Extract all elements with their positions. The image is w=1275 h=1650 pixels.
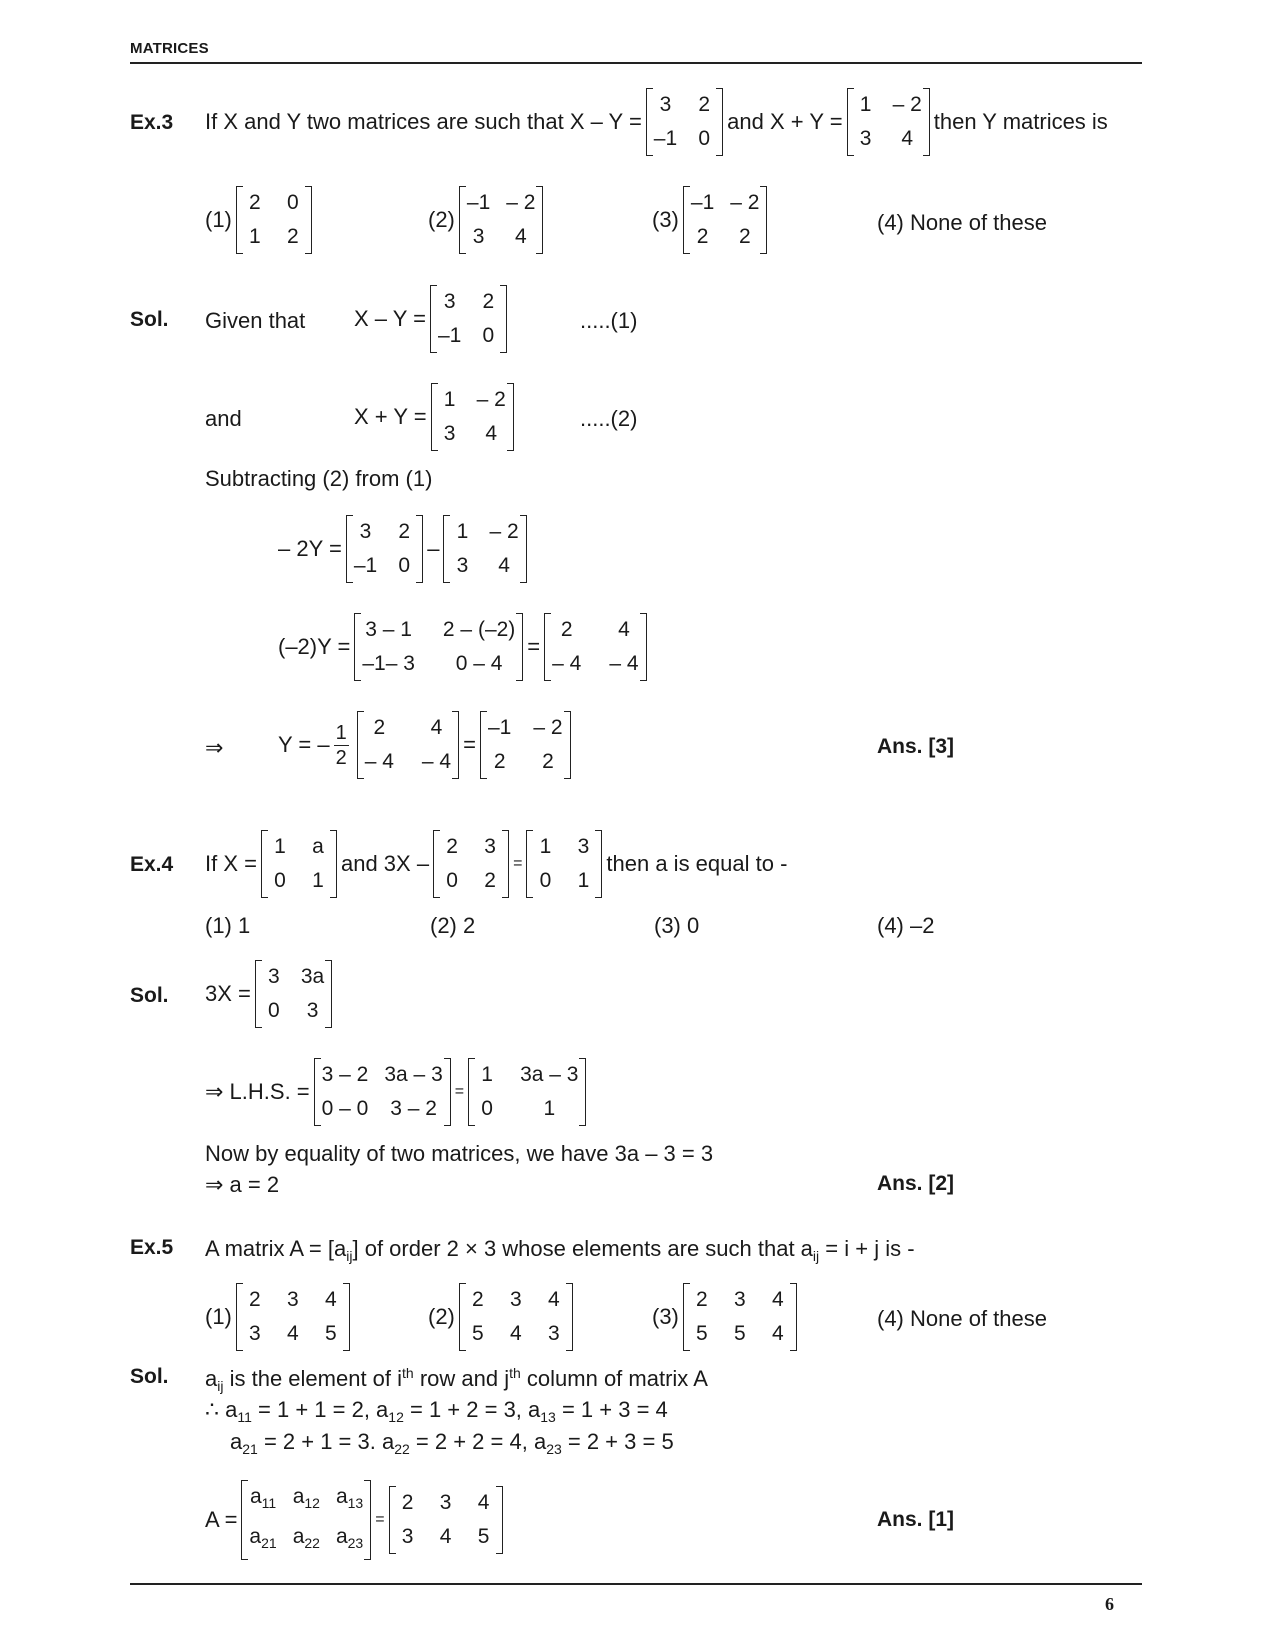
ex3-eq2-matrix: 1 – 2 3 4 bbox=[431, 383, 514, 451]
ex4-question: If X = 1 a 0 1 and 3X – 2 3 0 2 = 1 3 0 1 then a is equal to - bbox=[205, 830, 787, 898]
option-matrix: 2 3 4 5 4 3 bbox=[459, 1283, 573, 1351]
ex4-sol-label: Sol. bbox=[130, 984, 169, 1007]
ex4-step1: 3X = 3 3a 0 3 bbox=[205, 960, 336, 1028]
option-matrix: –1 – 2 2 2 bbox=[683, 186, 768, 254]
ex5-label: Ex.5 bbox=[130, 1236, 174, 1259]
page-number: 6 bbox=[1105, 1594, 1114, 1614]
ex4-option-2: (2) 2 bbox=[430, 913, 476, 938]
ex5-sol-line2: ∴ $a_{11} = 1 + 1 = 2$, $a_{12} = 1 + 2 = 3$, $a_{13} = 1 + 3 = 4$ bbox=[205, 1397, 668, 1425]
ex4-line1: Now by equality of two matrices, we have 3a – 3 = 3 bbox=[205, 1141, 714, 1166]
ex3-option-2: (2) –1 – 2 3 4 bbox=[428, 186, 547, 254]
ex4-option-4: (4) –2 bbox=[877, 913, 935, 938]
ex3-subtract-text: Subtracting (2) from (1) bbox=[205, 466, 433, 491]
ex5-option-1: (1) 2 3 4 3 4 5 bbox=[205, 1283, 354, 1351]
ex5-final-matrix-values: 2 3 4 3 4 5 bbox=[389, 1486, 503, 1554]
ex3-label: Ex.3 bbox=[130, 111, 174, 134]
ex5-answer: Ans. [1] bbox=[877, 1508, 955, 1531]
ex3-step1-matrix-a: 3 2 –1 0 bbox=[346, 515, 423, 583]
ex5-sol-line1: $a_{ij}$ is the element of $i^{th}$ row and $j^{th}$ column of matrix A bbox=[205, 1365, 708, 1394]
ex3-eq1: X – Y = 3 2 –1 0 bbox=[354, 285, 511, 353]
ex5-sol-label: Sol. bbox=[130, 1365, 169, 1388]
ex3-step1: – 2Y = 3 2 –1 0 – 1 – 2 3 4 bbox=[278, 515, 531, 583]
option-matrix: 2 3 4 3 4 5 bbox=[236, 1283, 350, 1351]
ex3-sol-label: Sol. bbox=[130, 308, 169, 331]
ex4-step2-matrix-b: 1 3a – 3 0 1 bbox=[468, 1058, 586, 1126]
ex5-option-4: (4) None of these bbox=[877, 1306, 1047, 1331]
ex3-given: Given that bbox=[205, 308, 306, 333]
ex3-matrix-xplusy: 1 – 2 3 4 bbox=[847, 88, 930, 156]
matrix-element: $a_{11}$ bbox=[249, 1485, 277, 1511]
ex4-matrix-x: 1 a 0 1 bbox=[261, 830, 337, 898]
implies-arrow: ⇒ bbox=[205, 735, 224, 760]
ex3-step3: Y = – $\frac{1}{2}$ 2 4 – 4 – 4 = –1 – 2 2 2 bbox=[278, 711, 575, 779]
ex5-sol-line3: $a_{21} = 2 + 1 = 3$. $a_{22} = 2 + 2 = 4$, $a_{23} = 2 + 3 = 5$ bbox=[230, 1429, 674, 1457]
ex3-option-4: (4) None of these bbox=[877, 210, 1047, 235]
ex3-step3-matrix-a: 2 4 – 4 – 4 bbox=[357, 711, 459, 779]
ex3-eq2-tag: .....(2) bbox=[580, 406, 638, 431]
ex5-final: A = $a_{11}$ $a_{12}$ $a_{13}$ $a_{21}$ $a_{22}$ $a_{23}$ = 2 3 4 3 4 5 bbox=[205, 1480, 507, 1560]
matrix-element: $a_{22}$ bbox=[292, 1525, 320, 1551]
ex3-step2-matrix-b: 2 4 – 4 – 4 bbox=[544, 613, 646, 681]
ex3-step2-matrix-a: 3 – 1 2 – (–2) –1– 3 0 – 4 bbox=[354, 613, 523, 681]
ex5-question: A matrix $A = [a_{ij}]$ of order 2 × 3 whose elements are such that $a_{ij} = i + j$ is - bbox=[205, 1236, 915, 1264]
running-header: MATRICES bbox=[130, 40, 209, 57]
option-matrix: 2 3 4 5 5 4 bbox=[683, 1283, 797, 1351]
ex3-option-1: (1) 2 0 1 2 bbox=[205, 186, 316, 254]
ex4-step2: ⇒ L.H.S. = 3 – 2 3a – 3 0 – 0 3 – 2 = 1 3a – 3 0 1 bbox=[205, 1058, 590, 1126]
ex5-option-2: (2) 2 3 4 5 4 3 bbox=[428, 1283, 577, 1351]
ex4-step1-matrix: 3 3a 0 3 bbox=[255, 960, 332, 1028]
ex4-matrix-c: 1 3 0 1 bbox=[526, 830, 602, 898]
ex3-matrix-xminusy: 3 2 –1 0 bbox=[646, 88, 723, 156]
ex3-question bbox=[205, 88, 1108, 156]
ex3-eq2: X + Y = 1 – 2 3 4 bbox=[354, 383, 518, 451]
matrix-element: $a_{13}$ bbox=[335, 1485, 364, 1511]
ex4-option-3: (3) 0 bbox=[654, 913, 700, 938]
ex4-option-1: (1) 1 bbox=[205, 913, 251, 938]
ex3-option-3: (3) –1 – 2 2 2 bbox=[652, 186, 771, 254]
ex5-final-matrix-symbolic bbox=[241, 1480, 371, 1560]
ex4-line2: ⇒ a = 2 bbox=[205, 1172, 280, 1197]
ex3-q-part1: If X and Y two matrices are such that X – Y = bbox=[205, 109, 642, 134]
ex3-and: and bbox=[205, 406, 242, 431]
ex3-step1-matrix-b: 1 – 2 3 4 bbox=[443, 515, 526, 583]
header-rule bbox=[130, 62, 1142, 64]
ex4-matrix-b: 2 3 0 2 bbox=[433, 830, 509, 898]
option-matrix: –1 – 2 3 4 bbox=[459, 186, 544, 254]
matrix-element: $a_{21}$ bbox=[249, 1525, 277, 1551]
option-matrix: 2 0 1 2 bbox=[236, 186, 312, 254]
fraction-one-half: $\frac{1}{2}$ bbox=[335, 721, 347, 769]
ex3-q-part2: and X + Y = bbox=[727, 109, 843, 134]
ex5-option-3: (3) 2 3 4 5 5 4 bbox=[652, 1283, 801, 1351]
ex3-eq1-tag: .....(1) bbox=[580, 308, 638, 333]
ex3-step3-matrix-b: –1 – 2 2 2 bbox=[480, 711, 571, 779]
ex4-step2-matrix-a: 3 – 2 3a – 3 0 – 0 3 – 2 bbox=[314, 1058, 451, 1126]
ex3-step2: (–2)Y = 3 – 1 2 – (–2) –1– 3 0 – 4 = 2 4 – 4 – 4 bbox=[278, 613, 651, 681]
ex3-answer: Ans. [3] bbox=[877, 735, 955, 758]
matrix-element: $a_{23}$ bbox=[335, 1525, 364, 1551]
ex4-answer: Ans. [2] bbox=[877, 1172, 955, 1195]
ex3-q-part3: then Y matrices is bbox=[933, 109, 1108, 134]
footer-rule bbox=[130, 1583, 1142, 1585]
ex4-label: Ex.4 bbox=[130, 853, 174, 876]
matrix-element: $a_{12}$ bbox=[292, 1485, 320, 1511]
ex3-eq1-matrix: 3 2 –1 0 bbox=[430, 285, 507, 353]
